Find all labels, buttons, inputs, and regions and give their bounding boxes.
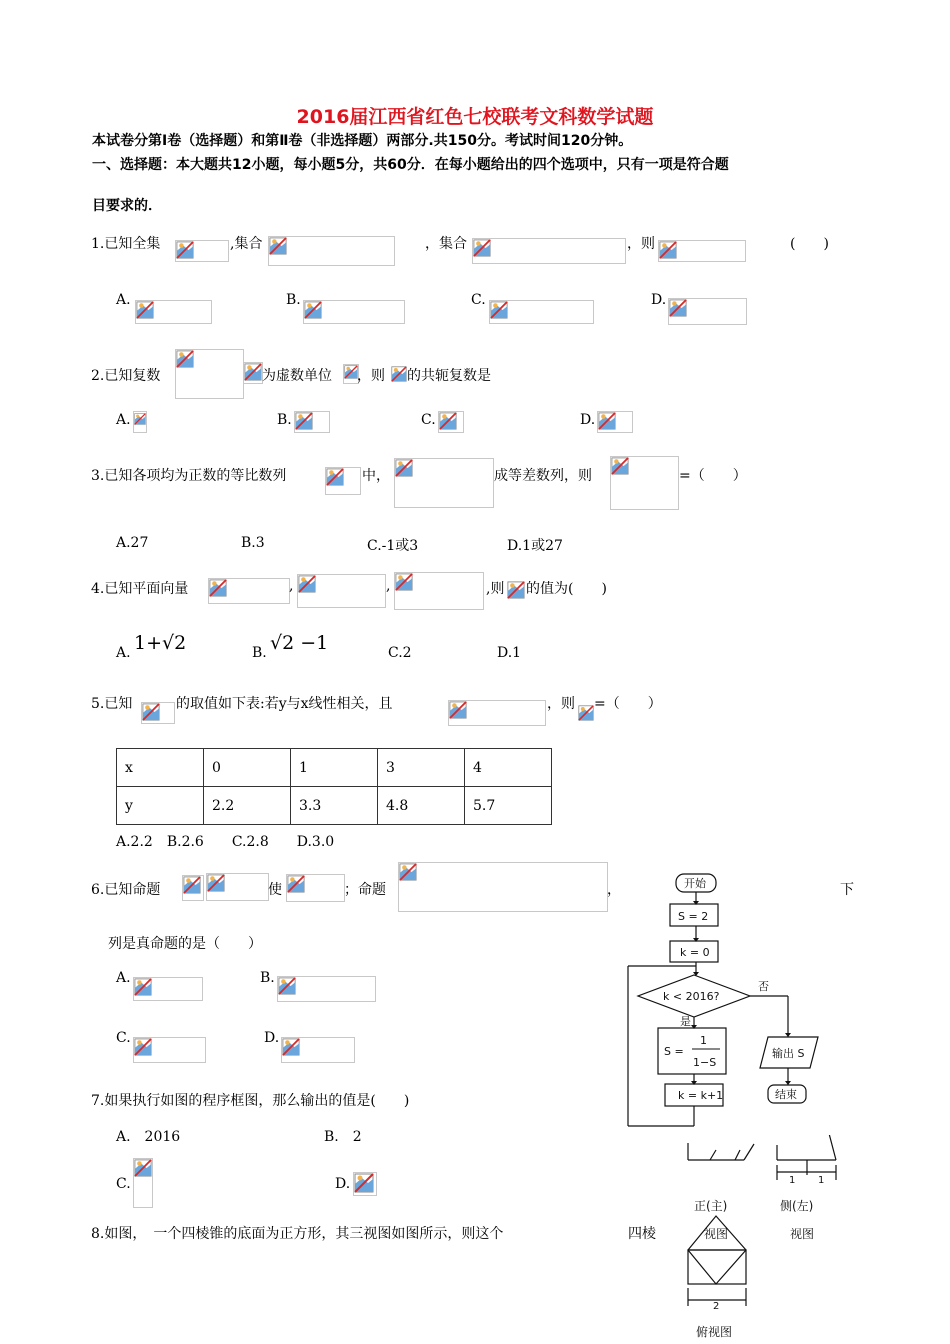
broken-image-icon	[244, 363, 262, 381]
broken-image-icon	[176, 350, 194, 368]
q3-option-a: A.27	[116, 535, 149, 551]
q1-text-b: ,集合	[230, 236, 263, 252]
q4-text-c: 的值为( )	[526, 581, 607, 597]
broken-image-icon	[659, 241, 677, 259]
q1-answer-paren: ( )	[790, 236, 829, 252]
q6-option-a-image	[133, 977, 203, 1001]
broken-image-icon	[598, 412, 616, 430]
broken-image-icon	[298, 575, 316, 593]
q3-option-c: C.-1或3	[367, 538, 419, 554]
flowchart-condition-label: k < 2016?	[663, 990, 720, 1003]
q4-option-a: A.	[116, 645, 131, 661]
q1-option-a: A.	[116, 292, 131, 308]
q6-option-c: C.	[116, 1030, 131, 1046]
q8-text-a: 8.如图， 一个四棱锥的底面为正方形，其三视图如图所示，则这个	[91, 1226, 504, 1242]
q1-formula-image	[472, 238, 626, 264]
broken-image-icon	[134, 1159, 152, 1177]
q6-formula-image	[182, 875, 204, 901]
broken-image-icon	[304, 301, 322, 319]
q4-comma-2: ,	[386, 578, 391, 594]
q5-data-table	[116, 748, 552, 825]
q6-formula-image	[286, 874, 345, 902]
q6-formula-image	[206, 873, 269, 901]
q3-option-d: D.1或27	[507, 538, 563, 554]
broken-image-icon	[176, 241, 194, 259]
broken-image-icon	[354, 1173, 374, 1193]
q6-option-b-image	[277, 976, 376, 1002]
q2-option-b-image	[294, 411, 330, 433]
broken-image-icon	[209, 579, 227, 597]
broken-image-icon	[391, 366, 407, 382]
broken-image-icon	[439, 412, 457, 430]
q6-text-e: 下	[840, 882, 854, 898]
q6-text-c: ；命题	[344, 882, 386, 898]
q1-formula-image	[658, 240, 746, 262]
q6-text-b: 使	[268, 882, 282, 898]
q2-option-d: D.	[580, 412, 596, 428]
flowchart-fraction-denominator: 1−S	[693, 1056, 717, 1069]
q1-option-b-image	[303, 300, 405, 324]
broken-image-icon	[507, 581, 525, 599]
section-instructions-line2: 目要求的．	[92, 198, 162, 214]
q1-formula-image	[268, 236, 395, 266]
q2-text-a: 2.已知复数	[91, 368, 161, 384]
table-cell: 4.8	[378, 787, 465, 825]
table-cell: y	[117, 787, 204, 825]
flowchart-k-init-label: k = 0	[680, 946, 710, 959]
flowchart-output-label: 输出 S	[772, 1047, 805, 1060]
q3-text-a: 3.已知各项均为正数的等比数列	[91, 468, 287, 484]
broken-image-icon	[269, 237, 287, 255]
q1-option-c-image	[489, 300, 594, 324]
three-views-figure	[670, 1135, 845, 1340]
q1-option-d: D.	[651, 292, 667, 308]
broken-image-icon	[207, 874, 225, 892]
q5-text-c: ，则	[547, 696, 575, 712]
broken-image-icon	[490, 301, 508, 319]
broken-image-icon	[287, 875, 305, 893]
q2-text-d: 的共轭复数是	[407, 368, 491, 384]
q6-option-a: A.	[116, 970, 131, 986]
table-row	[117, 787, 552, 825]
q2-formula-image	[243, 362, 263, 384]
flowchart-increment-label: k = k+1	[678, 1089, 724, 1102]
table-cell: 3	[378, 749, 465, 787]
top-view-square-outline	[688, 1250, 746, 1284]
q5-text-d: =（ ）	[594, 696, 662, 712]
section-instructions-line1: 一、选择题：本大题共12小题，每小题5分，共60分．在每小题给出的四个选项中，只有一项是符合题	[92, 157, 729, 173]
q5-text-b: 的取值如下表:若y与x线性相关，且	[176, 696, 393, 712]
q3-text-c: 成等差数列，则	[494, 468, 592, 484]
program-flowchart	[620, 868, 840, 1138]
q2-formula-image	[391, 366, 407, 382]
q3-formula-image	[610, 456, 679, 510]
q3-option-b: B.3	[241, 535, 265, 551]
table-row	[117, 749, 552, 787]
broken-image-icon	[134, 978, 152, 996]
side-view-label-1: 侧(左)	[780, 1199, 814, 1213]
q2-option-c-image	[438, 411, 464, 433]
q6-option-c-image	[133, 1037, 206, 1063]
flowchart-no-label: 否	[758, 980, 769, 993]
q5-options: A.2.2 B.2.6 C.2.8 D.3.0	[116, 834, 335, 850]
q2-option-b: B.	[277, 412, 292, 428]
q4-option-c: C.2	[388, 645, 412, 661]
side-view-dimension-1: 1	[789, 1175, 796, 1186]
broken-image-icon	[136, 301, 154, 319]
q4-formula-image	[208, 578, 290, 604]
broken-image-icon	[611, 457, 629, 475]
broken-image-icon	[395, 459, 413, 477]
q7-option-c: C.	[116, 1176, 131, 1192]
flowchart-start-label: 开始	[684, 877, 706, 890]
q4-comma-1: ,	[289, 578, 294, 594]
q4-option-a-math: 1+√2	[134, 632, 187, 654]
q4-option-d: D.1	[497, 645, 522, 661]
q2-text-b: 为虚数单位	[262, 368, 332, 384]
q7-option-c-image	[133, 1158, 153, 1208]
q8-text-b: 四棱	[628, 1226, 656, 1242]
q6-option-b: B.	[260, 970, 275, 986]
top-view-dimension: 2	[713, 1301, 720, 1312]
table-cell: 0	[204, 749, 291, 787]
broken-image-icon	[142, 703, 160, 721]
table-cell: 3.3	[291, 787, 378, 825]
q1-option-c: C.	[471, 292, 486, 308]
q7-option-a: A. 2016	[116, 1129, 181, 1145]
flowchart-s-init-label: S = 2	[678, 910, 709, 923]
broken-image-icon	[326, 468, 344, 486]
q6-text-a: 6.已知命题	[91, 882, 161, 898]
q4-option-b: B.	[252, 645, 267, 661]
front-view-label-1: 正(主)	[694, 1199, 728, 1213]
q1-text-d: ，则	[627, 236, 655, 252]
q3-formula-image	[394, 458, 494, 508]
table-cell: 5.7	[465, 787, 552, 825]
side-view-dimension-2: 1	[818, 1175, 825, 1186]
q1-formula-image	[175, 240, 229, 262]
q6-option-d-image	[281, 1037, 355, 1063]
broken-image-icon	[578, 705, 594, 721]
q3-formula-image	[325, 467, 361, 495]
q5-formula-image	[141, 702, 175, 724]
q6-option-d: D.	[264, 1030, 280, 1046]
q7-text: 7.如果执行如图的程序框图，那么输出的值是( )	[91, 1093, 410, 1109]
q4-text-b: ,则	[486, 581, 505, 597]
q2-text-c: ，则	[357, 368, 385, 384]
broken-image-icon	[344, 365, 358, 379]
q4-text-a: 4.已知平面向量	[91, 581, 189, 597]
q6-text-d: ，	[607, 882, 621, 898]
broken-image-icon	[278, 977, 296, 995]
broken-image-icon	[395, 573, 413, 591]
table-cell: 1	[291, 749, 378, 787]
q1-option-a-image	[135, 300, 212, 324]
table-cell: x	[117, 749, 204, 787]
q4-option-b-math: √2 −1	[270, 632, 329, 654]
q2-option-a-image	[133, 411, 147, 433]
side-view-label-2: 视图	[790, 1227, 815, 1241]
top-view-label: 俯视图	[696, 1325, 733, 1339]
broken-image-icon	[295, 412, 313, 430]
broken-image-icon	[282, 1038, 300, 1056]
broken-image-icon	[399, 863, 417, 881]
q7-option-d: D.	[335, 1176, 351, 1192]
q2-option-a: A.	[116, 412, 131, 428]
q4-formula-image	[297, 574, 386, 608]
q1-option-d-image	[668, 298, 747, 325]
q7-option-b: B. 2	[324, 1129, 362, 1145]
q4-formula-image	[507, 581, 525, 599]
flowchart-fraction-numerator: 1	[700, 1034, 707, 1047]
q2-formula-image	[175, 349, 244, 399]
broken-image-icon	[449, 701, 467, 719]
q3-text-d: =（ ）	[679, 468, 747, 484]
q5-text-a: 5.已知	[91, 696, 133, 712]
q2-option-d-image	[597, 411, 633, 433]
flowchart-yes-label: 是	[680, 1015, 691, 1028]
broken-image-icon	[183, 876, 201, 894]
broken-image-icon	[134, 1038, 152, 1056]
q1-option-b: B.	[286, 292, 301, 308]
front-view-label-2: 视图	[704, 1227, 729, 1241]
q5-formula-image	[448, 700, 546, 726]
flowchart-end-label: 结束	[775, 1088, 797, 1101]
q3-text-b: 中，	[362, 468, 390, 484]
broken-image-icon	[134, 412, 146, 426]
flowchart-assign-label: S =	[664, 1045, 684, 1058]
q5-formula-image	[578, 705, 594, 723]
exam-intro: 本试卷分第Ⅰ卷（选择题）和第Ⅱ卷（非选择题）两部分.共150分。考试时间120分钟。	[92, 133, 633, 149]
q4-formula-image	[394, 572, 484, 610]
q1-text-c: ，集合	[425, 236, 467, 252]
q7-option-d-image	[353, 1172, 377, 1196]
exam-title: 2016届江西省红色七校联考文科数学试题	[296, 106, 654, 128]
q2-option-c: C.	[421, 412, 436, 428]
q6-line2: 列是真命题的是（ ）	[108, 936, 262, 952]
broken-image-icon	[473, 239, 491, 257]
q1-text-a: 1.已知全集	[91, 236, 161, 252]
q6-formula-image	[398, 862, 608, 912]
table-cell: 4	[465, 749, 552, 787]
broken-image-icon	[669, 299, 687, 317]
table-cell: 2.2	[204, 787, 291, 825]
